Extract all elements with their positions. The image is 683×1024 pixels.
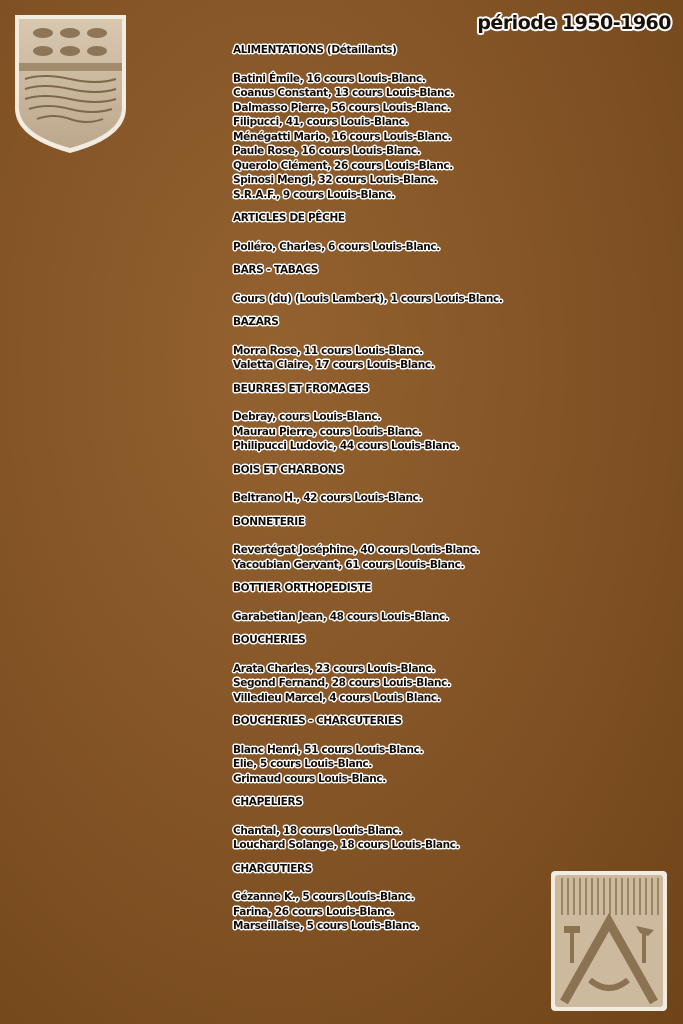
section-heading: CHAPELIERS xyxy=(233,796,303,808)
section-beurres-et-fromages xyxy=(233,382,673,454)
period-title: période 1950-1960 xyxy=(477,12,671,34)
section-chapeliers xyxy=(233,795,673,853)
section-heading: BEURRES ET FROMAGES xyxy=(233,382,369,395)
section-bottier-orthopediste xyxy=(233,581,673,624)
list-item: Arata Charles, 23 cours Louis-Blanc. xyxy=(233,662,435,675)
list-item: Yacoubian Gervant, 61 cours Louis-Blanc. xyxy=(233,558,465,571)
list-item: Paule Rose, 16 cours Louis-Blanc. xyxy=(233,145,421,157)
list-item: Spinosi Mengi, 32 cours Louis-Blanc. xyxy=(233,174,438,186)
section-bonneterie xyxy=(233,515,673,573)
coat-of-arms-emblem-icon xyxy=(13,13,128,155)
section-heading: BONNETERIE xyxy=(233,515,305,528)
list-item: Maurau Pierre, cours Louis-Blanc. xyxy=(233,425,422,438)
list-item: Debray, cours Louis-Blanc. xyxy=(233,411,381,423)
list-item: Farina, 26 cours Louis-Blanc. xyxy=(233,905,394,918)
list-item: Cours (du) (Louis Lambert), 1 cours Louis-Blanc. xyxy=(233,292,503,305)
list-item: Querolo Clément, 26 cours Louis-Blanc. xyxy=(233,159,453,172)
carpenter-tools-emblem-icon xyxy=(550,870,668,1012)
section-heading: CHARCUTIERS xyxy=(233,862,312,875)
section-bois-et-charbons xyxy=(233,463,673,506)
section-heading: BOTTIER ORTHOPEDISTE xyxy=(233,582,372,594)
section-bazars xyxy=(233,315,673,373)
section-heading: BOIS ET CHARBONS xyxy=(233,463,344,476)
section-alimentations xyxy=(233,43,673,202)
list-item: Coanus Constant, 13 cours Louis-Blanc. xyxy=(233,87,454,99)
list-item: Polléro, Charles, 6 cours Louis-Blanc. xyxy=(233,240,440,253)
section-heading: BOUCHERIES xyxy=(233,634,306,646)
list-item: Marseillaise, 5 cours Louis-Blanc. xyxy=(233,920,419,932)
list-item: Chantal, 18 cours Louis-Blanc. xyxy=(233,824,402,837)
list-item: Garabetian Jean, 48 cours Louis-Blanc. xyxy=(233,610,449,623)
list-item: Ménégatti Mario, 16 cours Louis-Blanc. xyxy=(233,130,452,143)
list-item: Dalmasso Pierre, 56 cours Louis-Blanc. xyxy=(233,101,451,114)
section-articles-de-peche xyxy=(233,211,673,254)
list-item: Louchard Solange, 18 cours Louis-Blanc. xyxy=(233,839,460,851)
list-item: Morra Rose, 11 cours Louis-Blanc. xyxy=(233,344,423,357)
list-item: Batini Émile, 16 cours Louis-Blanc. xyxy=(233,72,426,85)
section-heading: ALIMENTATIONS (Détaillants) xyxy=(233,44,397,56)
list-item: Grimaud cours Louis-Blanc. xyxy=(233,772,386,785)
list-item: Cézanne K., 5 cours Louis-Blanc. xyxy=(233,891,415,903)
list-item: Segond Fernand, 28 cours Louis-Blanc. xyxy=(233,677,451,689)
section-heading: ARTICLES DE PÊCHE xyxy=(233,212,345,224)
list-item: Blanc Henri, 51 cours Louis-Blanc. xyxy=(233,743,424,756)
section-boucheries xyxy=(233,633,673,705)
list-item: Philipucci Ludovic, 44 cours Louis-Blanc. xyxy=(233,440,459,452)
list-item: Filipucci, 41, cours Louis-Blanc. xyxy=(233,116,409,128)
list-item: S.R.A.F., 9 cours Louis-Blanc. xyxy=(233,188,395,201)
section-bars-tabacs xyxy=(233,263,673,306)
section-heading: BAZARS xyxy=(233,316,279,328)
list-item: Beltrano H., 42 cours Louis-Blanc. xyxy=(233,492,423,504)
list-item: Valetta Claire, 17 cours Louis-Blanc. xyxy=(233,359,435,371)
list-item: Revertégat Joséphine, 40 cours Louis-Blanc. xyxy=(233,544,480,556)
list-item: Villedieu Marcel, 4 cours Louis Blanc. xyxy=(233,691,441,704)
section-heading: BOUCHERIES - CHARCUTERIES xyxy=(233,715,402,727)
section-boucheries-charcuteries xyxy=(233,714,673,786)
directory-listing xyxy=(233,43,673,943)
list-item: Elie, 5 cours Louis-Blanc. xyxy=(233,758,372,770)
section-heading: BARS - TABACS xyxy=(233,264,318,276)
